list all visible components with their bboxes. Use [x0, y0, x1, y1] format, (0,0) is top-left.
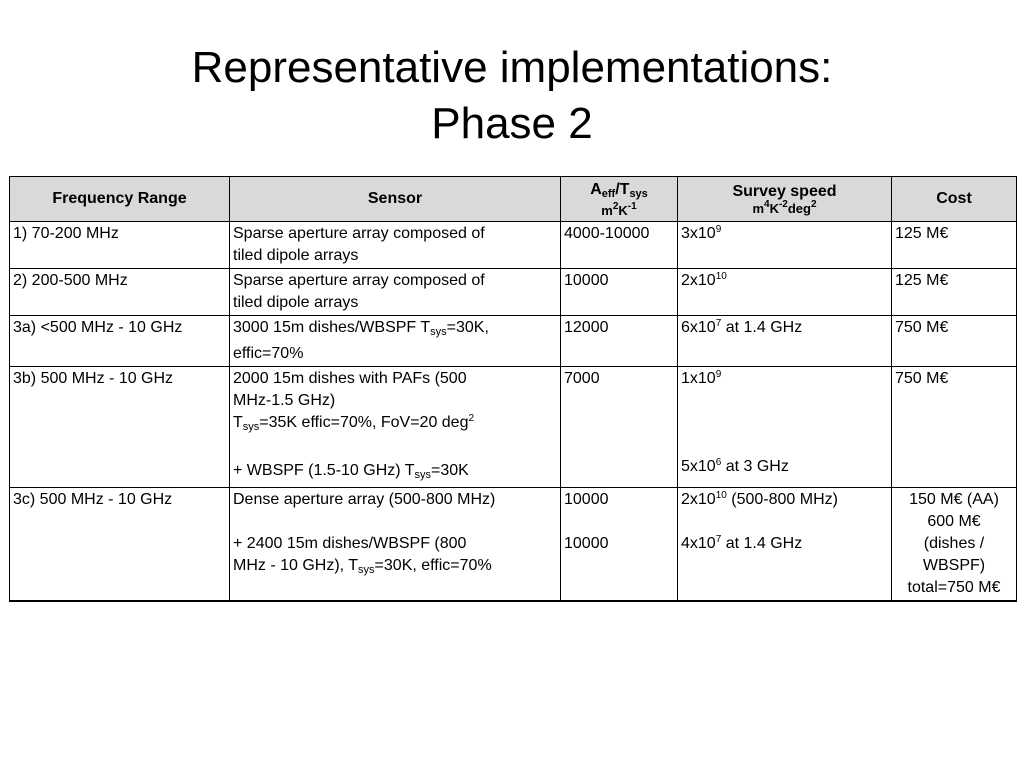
header-sensor: Sensor	[230, 177, 561, 222]
table-row	[10, 222, 1017, 269]
cell-survey-speed: $2x10^{10}$ (500-800 MHz) $4x10^7$ at 1.4 GHz	[678, 488, 892, 602]
table-row	[10, 488, 1017, 602]
cell-aeff: 10000 10000	[561, 488, 678, 602]
implementations-table	[9, 176, 1017, 602]
cell-cost: 750 M€	[892, 316, 1017, 367]
header-aeff-unit: $m^2K^{-1}$	[601, 201, 637, 218]
header-aeff-main: $A_{eff}/T_{sys}$	[590, 181, 648, 200]
header-row	[10, 177, 1017, 222]
cell-cost: 125 M€	[892, 222, 1017, 269]
cell-frequency: 2) 200-500 MHz	[10, 269, 230, 316]
slide-title	[0, 40, 1024, 152]
table-body	[10, 222, 1017, 602]
cell-cost: 125 M€	[892, 269, 1017, 316]
cell-survey-speed: $1x10^9$ $5x10^6$ at 3 GHz	[678, 367, 892, 488]
cell-frequency: 3a) <500 MHz - 10 GHz	[10, 316, 230, 367]
header-aeff-tsys	[561, 177, 678, 222]
table-header	[10, 177, 1017, 222]
cell-sensor: 2000 15m dishes with PAFs (500 MHz-1.5 GHz) $T_{sys}=35K$ effic=70%, FoV=20 deg$^2$ + WBSPF (1.5-10 GHz) $T_{sys}=30K$	[230, 367, 561, 488]
cell-frequency: 3b) 500 MHz - 10 GHz	[10, 367, 230, 488]
cell-frequency: 3c) 500 MHz - 10 GHz	[10, 488, 230, 602]
table-row	[10, 269, 1017, 316]
header-frequency-range: Frequency Range	[10, 177, 230, 222]
header-survey-main: Survey speed	[732, 183, 837, 200]
table-row	[10, 367, 1017, 488]
cell-survey-speed: $2x10^{10}$	[678, 269, 892, 316]
header-cost: Cost	[892, 177, 1017, 222]
cell-sensor: Sparse aperture array composed of tiled dipole arrays	[230, 269, 561, 316]
cell-sensor: 3000 15m dishes/WBSPF $T_{sys}=30K$, effic=70%	[230, 316, 561, 367]
cell-frequency: 1) 70-200 MHz	[10, 222, 230, 269]
cell-survey-speed: $3x10^9$	[678, 222, 892, 269]
cell-cost: 150 M€ (AA) 600 M€ (dishes / WBSPF) total=750 M€	[892, 488, 1017, 602]
cell-cost: 750 M€	[892, 367, 1017, 488]
table-row	[10, 316, 1017, 367]
cell-survey-speed: $6x10^7$ at 1.4 GHz	[678, 316, 892, 367]
slide-title-line2: Phase 2	[431, 99, 593, 148]
header-survey-speed	[678, 177, 892, 222]
header-survey-unit: $m^4K^{-2}deg^2$	[752, 199, 817, 216]
cell-aeff: 4000-10000	[561, 222, 678, 269]
cell-sensor: Dense aperture array (500-800 MHz) + 2400 15m dishes/WBSPF (800 MHz - 10 GHz), $T_{sys}=30K$, effic=70%	[230, 488, 561, 602]
cell-aeff: 7000	[561, 367, 678, 488]
cell-aeff: 10000	[561, 269, 678, 316]
cell-sensor: Sparse aperture array composed of tiled dipole arrays	[230, 222, 561, 269]
slide-title-line1: Representative implementations:	[191, 43, 833, 92]
cell-aeff: 12000	[561, 316, 678, 367]
